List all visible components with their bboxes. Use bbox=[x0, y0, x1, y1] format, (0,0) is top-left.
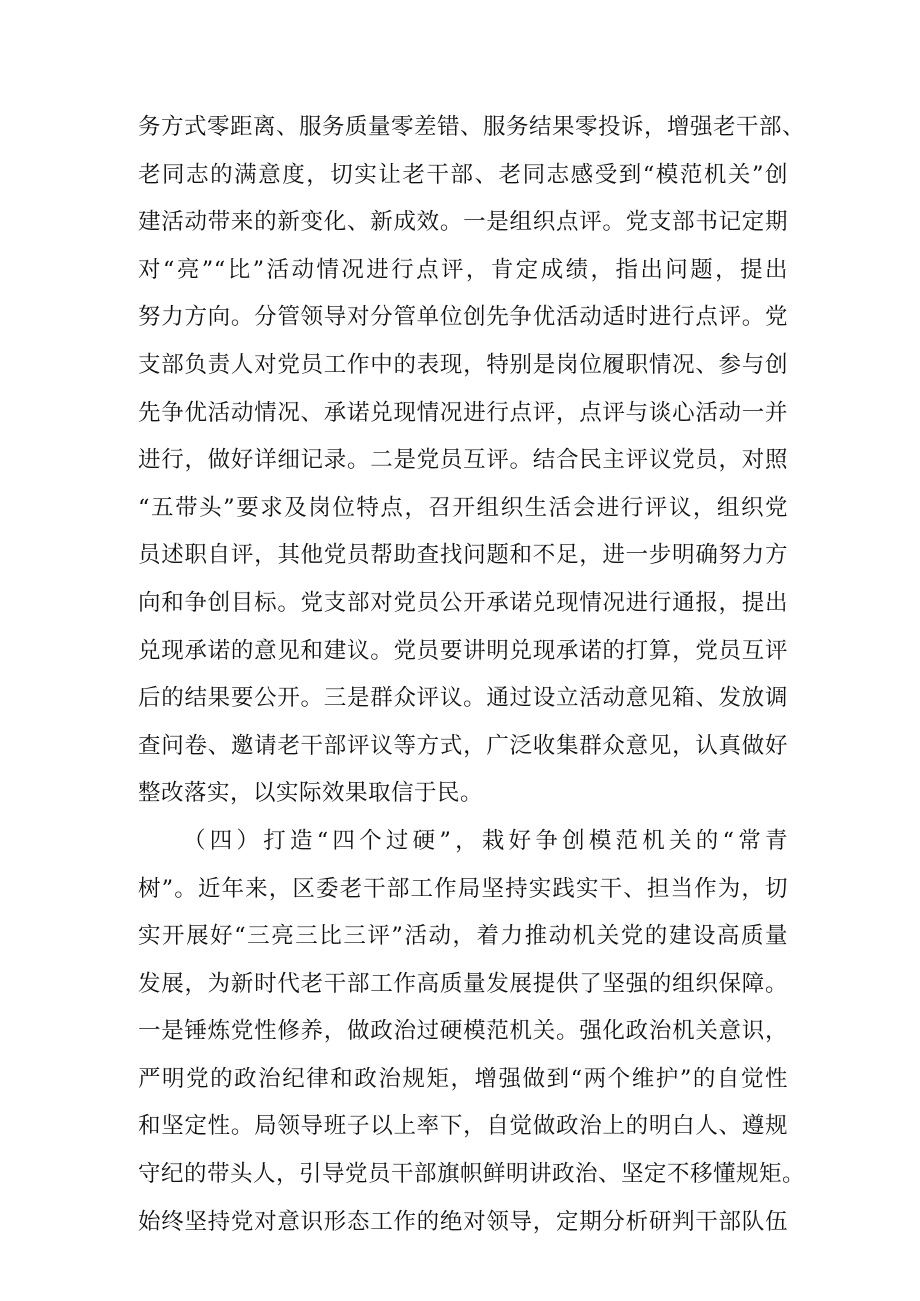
text-line: 始终坚持党对意识形态工作的绝对领导，定期分析研判干部队伍 bbox=[138, 1208, 788, 1235]
paragraph-2 bbox=[138, 818, 806, 1246]
text-line: 守纪的带头人，引导党员干部旗帜鲜明讲政治、坚定不移懂规矩。 bbox=[138, 1161, 806, 1188]
text-line: 务方式零距离、服务质量零差错、服务结果零投诉，增强老干部、 bbox=[138, 114, 806, 140]
text-line: 查问卷、邀请老干部评议等方式，广泛收集群众意见，认真做好 bbox=[138, 732, 788, 759]
text-line: 整改落实，以实际效果取信于民。 bbox=[138, 780, 484, 807]
text-line: 一是锤炼党性修养，做政治过硬模范机关。强化政治机关意识， bbox=[138, 1018, 788, 1045]
text-line: 和坚定性。局领导班子以上率下，自觉做政治上的明白人、遵规 bbox=[138, 1113, 788, 1140]
text-line: 兑现承诺的意见和建议。党员要讲明兑现承诺的打算，党员互评 bbox=[138, 637, 788, 664]
text-line: 先争优活动情况、承诺兑现情况进行点评，点评与谈心活动一并 bbox=[138, 399, 788, 426]
paragraph-1 bbox=[138, 104, 806, 818]
text-line: 建活动带来的新变化、新成效。一是组织点评。党支部书记定期 bbox=[138, 209, 788, 236]
text-line: 对“亮”“比”活动情况进行点评，肯定成绩，指出问题，提出 bbox=[138, 256, 788, 283]
text-line: 向和争创目标。党支部对党员公开承诺兑现情况进行通报，提出 bbox=[138, 589, 788, 616]
text-line: 树”。近年来，区委老干部工作局坚持实践实干、担当作为，切 bbox=[138, 875, 788, 902]
text-line: 员述职自评，其他党员帮助查找问题和不足，进一步明确努力方 bbox=[138, 542, 788, 569]
text-line: “五带头”要求及岗位特点，召开组织生活会进行评议，组织党 bbox=[138, 494, 788, 521]
text-line: 支部负责人对党员工作中的表现，特别是岗位履职情况、参与创 bbox=[138, 351, 788, 378]
text-line: 老同志的满意度，切实让老干部、老同志感受到“模范机关”创 bbox=[138, 161, 788, 188]
text-line: 进行，做好详细记录。二是党员互评。结合民主评议党员，对照 bbox=[138, 447, 788, 474]
section-heading-line: （四）打造“四个过硬”，栽好争创模范机关的“常青 bbox=[183, 827, 788, 854]
text-line: 严明党的政治纪律和政治规矩，增强做到“两个维护”的自觉性 bbox=[138, 1065, 788, 1092]
text-line: 努力方向。分管领导对分管单位创先争优活动适时进行点评。党 bbox=[138, 304, 788, 331]
text-line: 发展，为新时代老干部工作高质量发展提供了坚强的组织保障。 bbox=[138, 970, 788, 997]
text-line: 实开展好“三亮三比三评”活动，着力推动机关党的建设高质量 bbox=[138, 923, 788, 950]
document-body bbox=[138, 104, 806, 1246]
text-line: 后的结果要公开。三是群众评议。通过设立活动意见箱、发放调 bbox=[138, 685, 788, 712]
